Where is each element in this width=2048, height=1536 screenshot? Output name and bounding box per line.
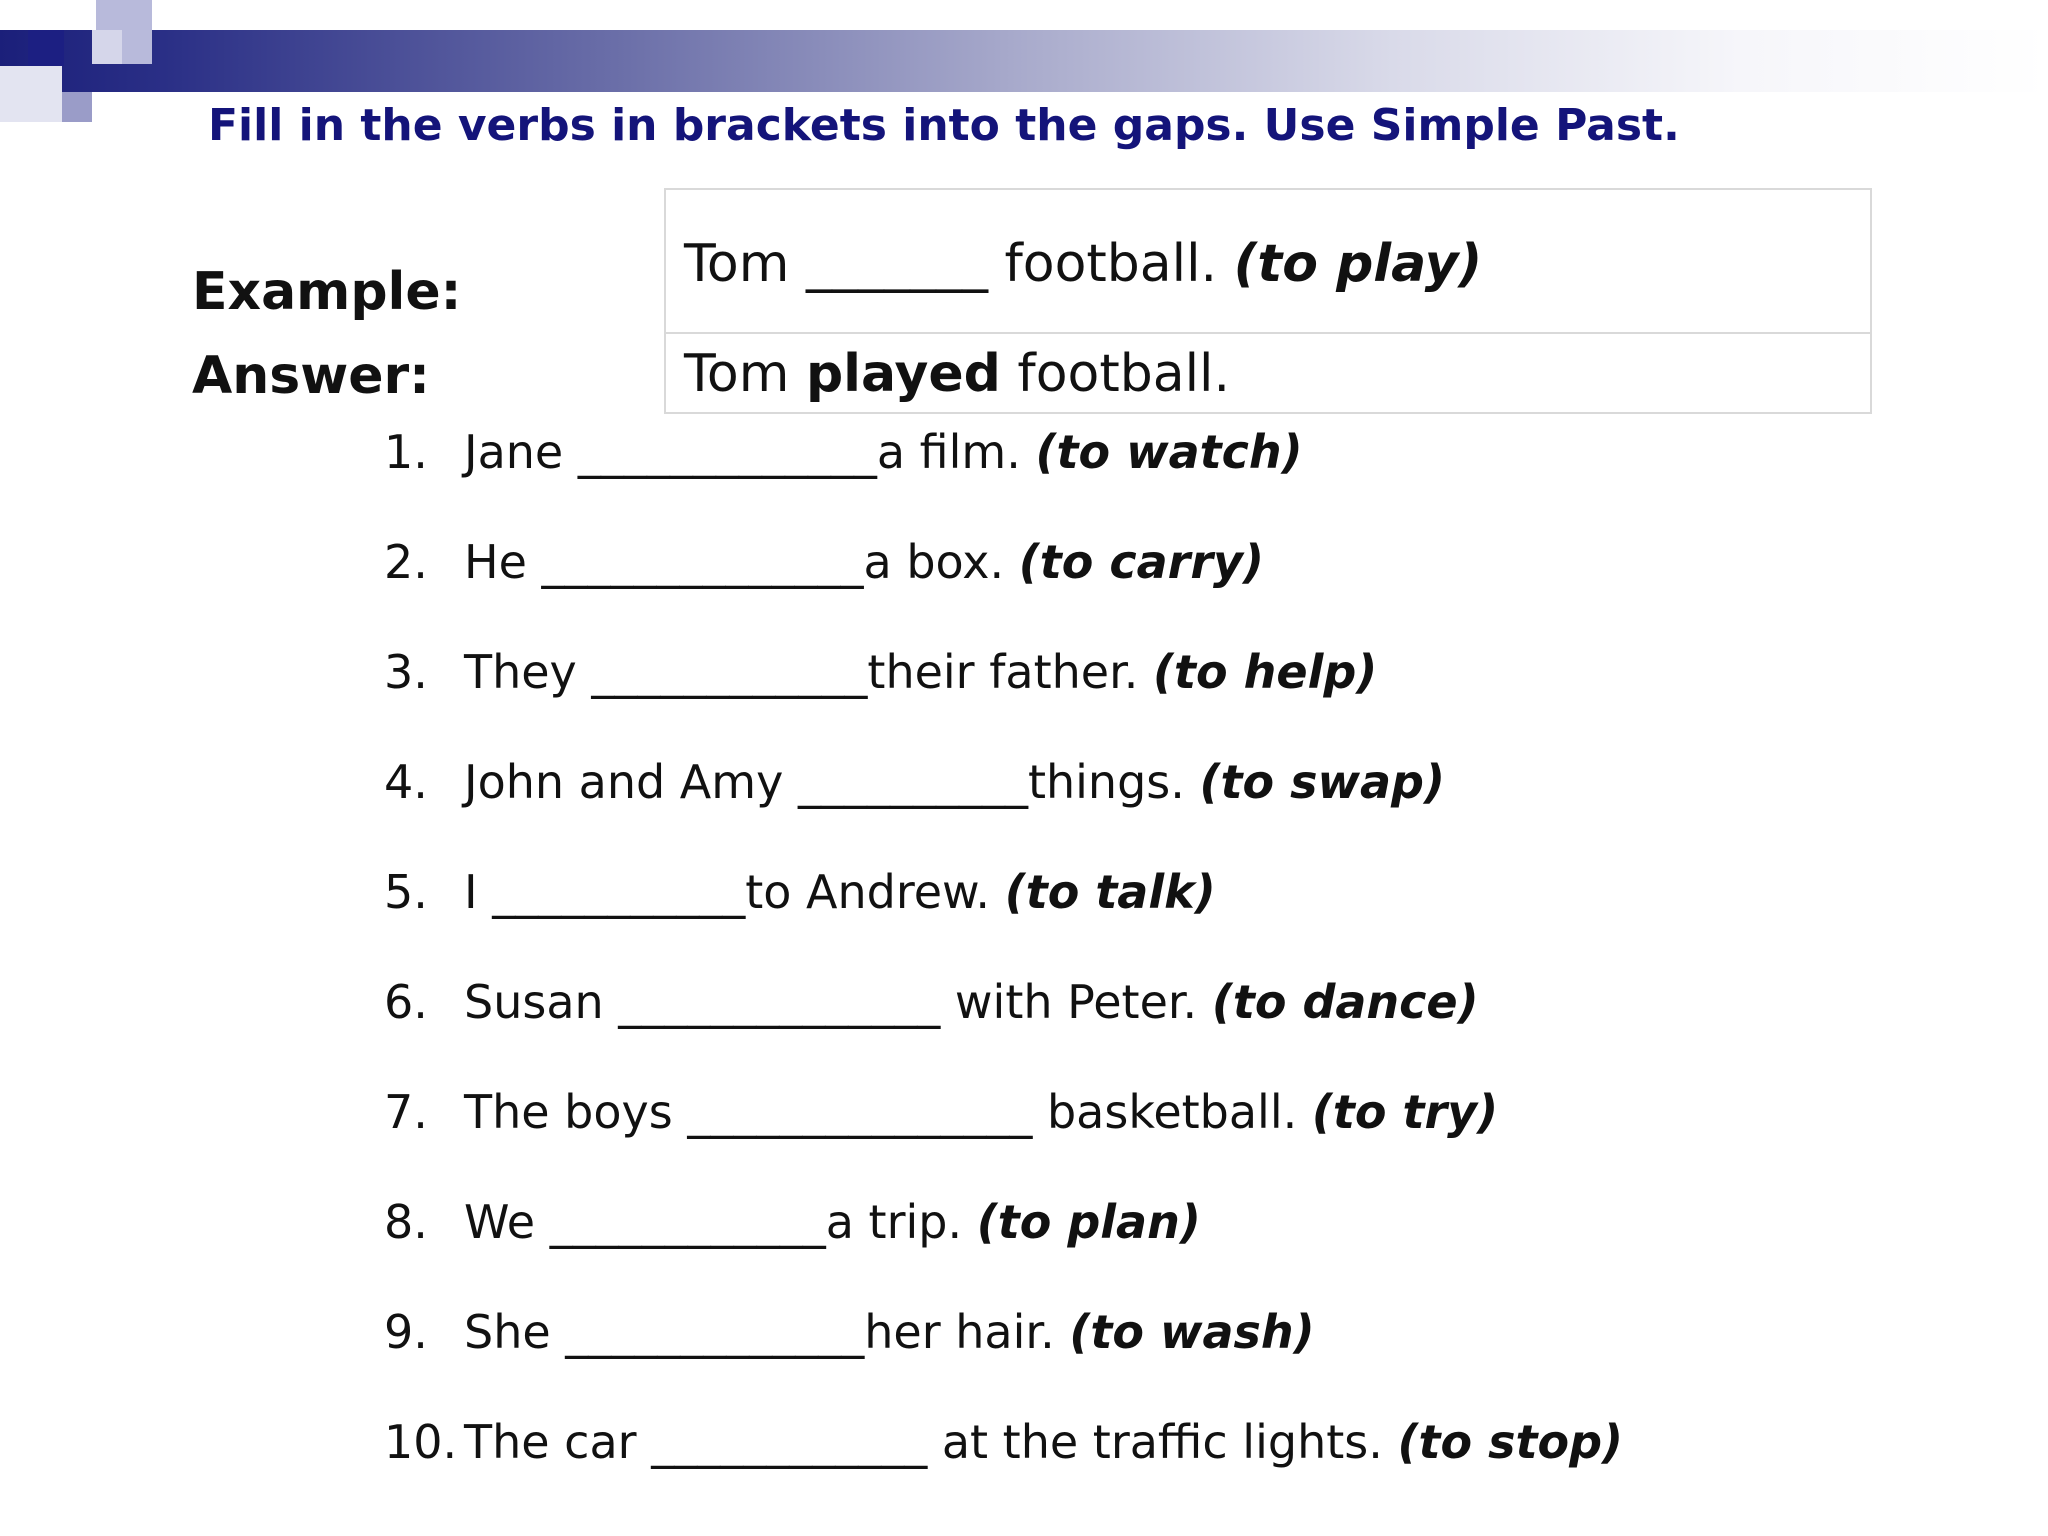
exercise-list — [384, 425, 1623, 1525]
answer-subject: Tom — [684, 344, 790, 404]
decorative-square — [92, 30, 122, 64]
example-label: Example: — [192, 262, 462, 322]
exercise-hint: (to talk) — [1004, 865, 1216, 919]
example-rest: football. — [1004, 234, 1218, 294]
exercise-gap[interactable]: __________ — [797, 755, 1028, 809]
exercise-number: 5. — [384, 865, 428, 919]
exercise-before: Jane — [464, 425, 578, 479]
exercise-item — [384, 535, 1623, 645]
exercise-before: The boys — [464, 1085, 688, 1139]
exercise-gap[interactable]: ___________ — [492, 865, 746, 919]
exercise-after: a film. — [876, 425, 1021, 479]
exercise-gap[interactable]: ______________ — [618, 975, 941, 1029]
answer-rest: football. — [1017, 344, 1231, 404]
exercise-hint: (to wash) — [1069, 1305, 1315, 1359]
exercise-after: with Peter. — [940, 975, 1198, 1029]
exercise-after: basketball. — [1032, 1085, 1298, 1139]
example-prompt-row — [684, 234, 1482, 294]
exercise-gap[interactable]: _______________ — [687, 1085, 1033, 1139]
exercise-gap[interactable]: ______________ — [541, 535, 864, 589]
exercise-item — [384, 865, 1623, 975]
answer-verb: played — [805, 344, 1001, 404]
exercise-hint: (to watch) — [1035, 425, 1303, 479]
page-title: Fill in the verbs in brackets into the gaps. Use Simple Past. — [208, 100, 1680, 151]
table-divider — [666, 332, 1870, 334]
decorative-square — [0, 66, 62, 122]
example-gap: _______ — [805, 234, 988, 294]
exercise-gap[interactable]: ____________ — [651, 1415, 928, 1469]
example-hint: (to play) — [1233, 234, 1483, 294]
exercise-before: He — [464, 535, 542, 589]
exercise-number: 9. — [384, 1305, 428, 1359]
exercise-before: Susan — [464, 975, 619, 1029]
exercise-gap[interactable]: ____________ — [549, 1195, 826, 1249]
exercise-hint: (to stop) — [1397, 1415, 1624, 1469]
exercise-item — [384, 755, 1623, 865]
exercise-gap[interactable]: _____________ — [577, 425, 877, 479]
exercise-after: at the traffic lights. — [927, 1415, 1383, 1469]
exercise-number: 2. — [384, 535, 428, 589]
exercise-after: things. — [1027, 755, 1185, 809]
exercise-before: I — [464, 865, 493, 919]
exercise-gap[interactable]: _____________ — [565, 1305, 865, 1359]
exercise-after: a trip. — [825, 1195, 963, 1249]
exercise-item — [384, 1195, 1623, 1305]
exercise-item — [384, 1415, 1623, 1525]
exercise-number: 3. — [384, 645, 428, 699]
exercise-gap[interactable]: ____________ — [591, 645, 868, 699]
decorative-square — [28, 30, 64, 66]
exercise-item — [384, 1085, 1623, 1195]
exercise-after: to Andrew. — [745, 865, 991, 919]
exercise-after: a box. — [863, 535, 1005, 589]
exercise-number: 8. — [384, 1195, 428, 1249]
example-subject: Tom — [684, 234, 790, 294]
exercise-number: 7. — [384, 1085, 428, 1139]
header-gradient-bar — [0, 30, 2048, 92]
exercise-before: She — [464, 1305, 566, 1359]
answer-label: Answer: — [192, 346, 430, 406]
exercise-item — [384, 975, 1623, 1085]
exercise-hint: (to dance) — [1211, 975, 1479, 1029]
exercise-hint: (to try) — [1311, 1085, 1499, 1139]
exercise-number: 1. — [384, 425, 428, 479]
exercise-before: John and Amy — [464, 755, 798, 809]
exercise-before: They — [464, 645, 592, 699]
exercise-hint: (to plan) — [976, 1195, 1201, 1249]
exercise-hint: (to carry) — [1018, 535, 1265, 589]
exercise-number: 6. — [384, 975, 428, 1029]
exercise-item — [384, 645, 1623, 755]
exercise-after: her hair. — [864, 1305, 1055, 1359]
exercise-number: 4. — [384, 755, 428, 809]
example-answer-row — [684, 344, 1230, 404]
exercise-hint: (to swap) — [1199, 755, 1445, 809]
exercise-hint: (to help) — [1153, 645, 1378, 699]
exercise-before: The car — [464, 1415, 652, 1469]
exercise-item — [384, 1305, 1623, 1415]
decorative-square — [62, 92, 92, 122]
example-table — [664, 188, 1872, 414]
exercise-item — [384, 425, 1623, 535]
exercise-after: their father. — [867, 645, 1139, 699]
exercise-number: 10. — [384, 1415, 458, 1469]
exercise-before: We — [464, 1195, 550, 1249]
